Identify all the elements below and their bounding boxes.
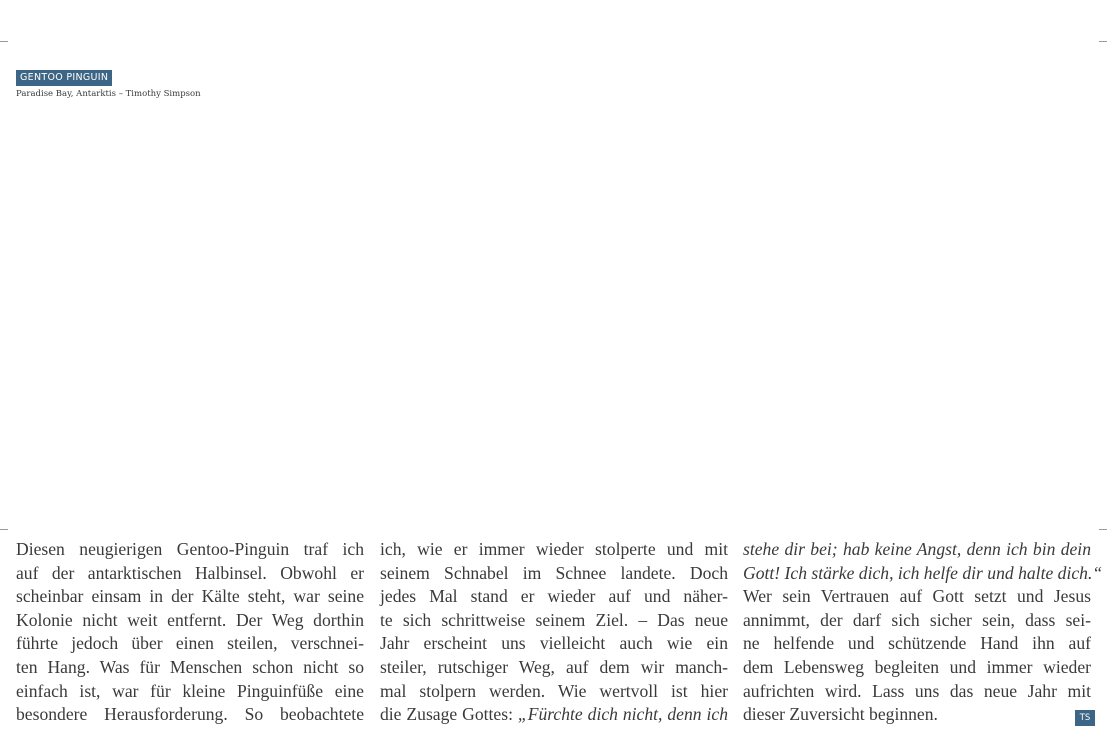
text-line: dieser Zuversicht beginnen. bbox=[743, 704, 938, 725]
text-line-mixed bbox=[380, 703, 728, 727]
crop-mark-top-left bbox=[0, 41, 8, 42]
text-line: annimmt, der darf sich sicher sein, dass sei- bbox=[743, 609, 1091, 630]
text-line: besondere Herausforderung. So beobachtete bbox=[16, 704, 364, 725]
text-line: mal stolpern werden. Wie wertvoll ist hier bbox=[380, 680, 728, 701]
text-line: ten Hang. Was für Menschen schon nicht so bbox=[16, 656, 364, 677]
text-column-2 bbox=[380, 538, 728, 727]
text-line: ne helfende und schützende Hand ihn auf bbox=[743, 633, 1091, 654]
text-line: te sich schrittweise seinem Ziel. – Das neue bbox=[380, 609, 728, 630]
text-line: Wer sein Vertrauen auf Gott setzt und Jesus bbox=[743, 586, 1091, 607]
photo-caption-tag: GENTOO PINGUIN bbox=[16, 70, 112, 86]
text-line: seinem Schnabel im Schnee landete. Doch bbox=[380, 562, 728, 583]
text-line: Jahr erscheint uns vielleicht auch wie ein bbox=[380, 633, 728, 654]
text-line: führte jedoch über einen steilen, verschnei- bbox=[16, 633, 364, 654]
text-column-3 bbox=[743, 538, 1103, 727]
crop-mark-top-right bbox=[1099, 41, 1107, 42]
photo-credit: Paradise Bay, Antarktis – Timothy Simpson bbox=[16, 89, 201, 99]
text-line: dem Lebensweg begleiten und immer wieder bbox=[743, 656, 1091, 677]
text-line: aufrichten wird. Lass uns das neue Jahr mit bbox=[743, 680, 1091, 701]
text-line: Kolonie nicht weit entfernt. Der Weg dorthin bbox=[16, 609, 364, 630]
author-badge: TS bbox=[1075, 710, 1095, 726]
text-line: steiler, rutschiger Weg, auf dem wir manch- bbox=[380, 656, 728, 677]
text-line: Diesen neugierigen Gentoo-Pinguin traf ich bbox=[16, 539, 364, 559]
bible-quote-text: Gott! Ich stärke dich, ich helfe dir und halte dich.“ bbox=[743, 562, 1103, 583]
text-line: einfach ist, war für kleine Pinguinfüße eine bbox=[16, 680, 364, 701]
text-line: ich, wie er immer wieder stolperte und mit bbox=[380, 539, 728, 559]
bible-quote-text: stehe dir bei; hab keine Angst, denn ich bin dein bbox=[743, 539, 1091, 559]
crop-mark-mid-right bbox=[1099, 529, 1107, 530]
bible-quote-text: „Fürchte dich nicht, denn ich bbox=[517, 704, 728, 725]
text-plain: die Zusage Gottes: bbox=[380, 704, 518, 725]
text-line: jedes Mal stand er wieder auf und näher- bbox=[380, 586, 728, 607]
text-column-1 bbox=[16, 538, 364, 727]
text-line: auf der antarktischen Halbinsel. Obwohl er bbox=[16, 562, 364, 583]
crop-mark-mid-left bbox=[0, 529, 8, 530]
text-line: scheinbar einsam in der Kälte steht, war seine bbox=[16, 586, 364, 607]
photo-area bbox=[0, 110, 1107, 525]
